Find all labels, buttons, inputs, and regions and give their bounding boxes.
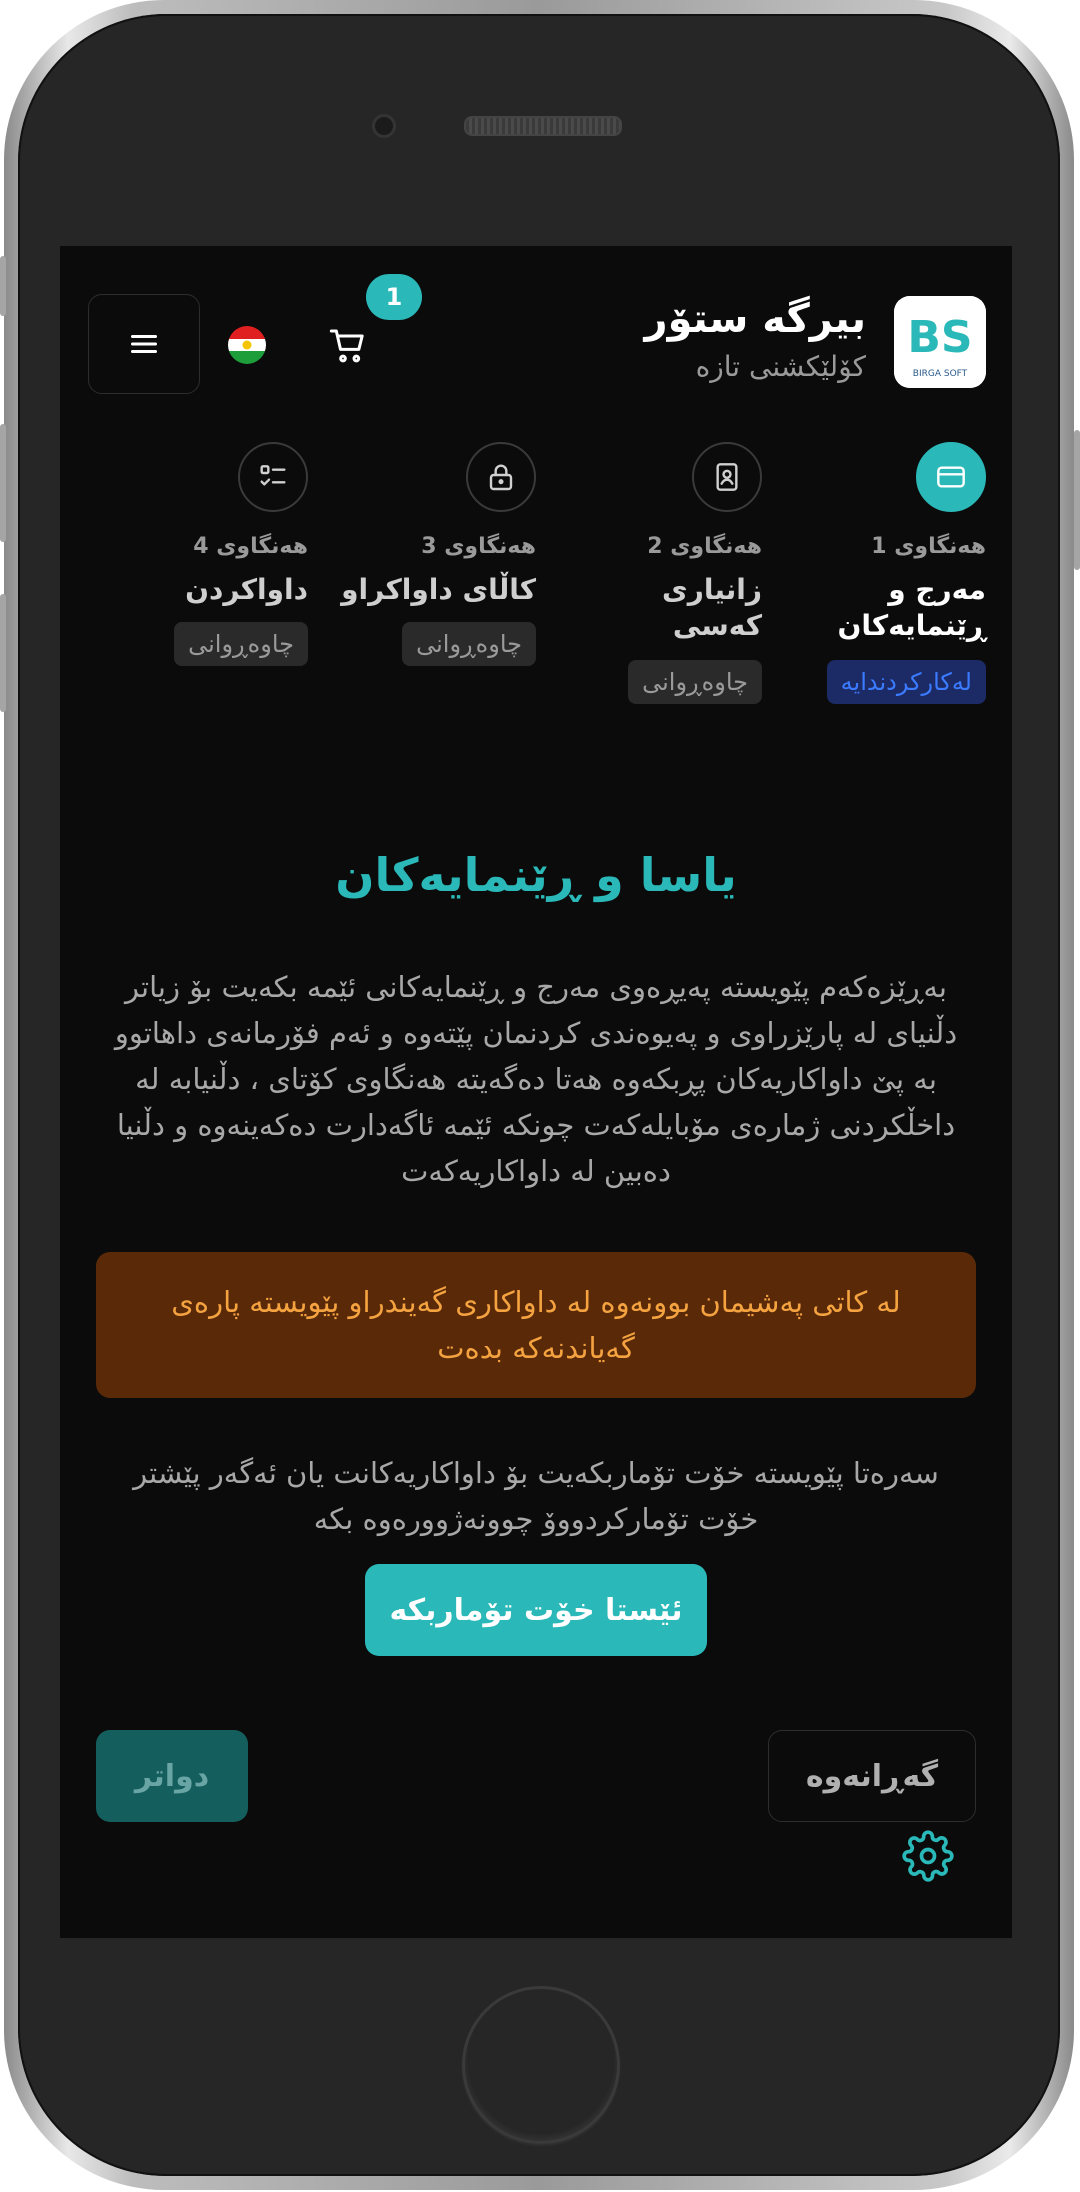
step-name: مەرج و ڕێنمایەکان — [837, 573, 986, 642]
step-status-badge: چاوەڕوانی — [628, 660, 762, 704]
phone-side-button-silent — [0, 256, 6, 316]
app-screen — [60, 246, 1012, 1938]
step-status-badge: چاوەڕوانی — [174, 622, 308, 666]
step-number: هەنگاوی 3 — [421, 534, 536, 559]
phone-side-button-volume-down — [0, 594, 6, 712]
card-icon — [916, 442, 986, 512]
checklist-icon — [238, 442, 308, 512]
phone-side-button-power — [1074, 430, 1080, 570]
step-status-badge: لەکارکردندایە — [827, 660, 986, 704]
terms-description: بەڕێزەکەم پێویستە پەیڕەوی مەرج و ڕێنمایەکانی ئێمە بکەیت بۆ زیاتر دڵنیای لە پارێزراوی و پەیوەندی کردنمان پێتەوە و ئەم فۆرمانەی داهاتوو بە پێ داواکاریەکان پڕبکەوە هەتا دەگەیتە هەنگاوی کۆتای ، دڵنیابە لە داخڵکردنی ژمارەی مۆبایلەکەت چونکە ئێمە ئاگەدارت دەکەینەوە و دڵنیا دەبین لە داواکاریەکەت — [114, 970, 958, 1188]
step-name: زانیاری کەسی — [662, 573, 762, 642]
home-button[interactable] — [462, 1986, 620, 2144]
lock-icon — [466, 442, 536, 512]
cart-icon[interactable] — [328, 326, 368, 366]
front-camera — [372, 114, 396, 138]
login-prompt: سەرەتا پێویستە خۆت تۆماربکەیت بۆ داواکاریەکانت یان ئەگەر پێشتر خۆت تۆمارکردووۆ چوونەژوورەوە بکە — [133, 1456, 939, 1536]
warning-alert-text: لە کاتی پەشیمان بوونەوە لە داواکاری گەیندراو پێویستە پارەی گەیاندنەکە بدەت — [171, 1285, 901, 1365]
phone-side-button-volume-up — [0, 424, 6, 542]
brand-title: بیرگە ستۆر — [644, 296, 866, 342]
logo-text: BS — [907, 312, 973, 363]
step-name: داواکردن — [185, 573, 308, 606]
header — [60, 246, 1012, 416]
step-name: کاڵای داواکراو — [341, 573, 536, 606]
step-number: هەنگاوی 4 — [193, 534, 308, 559]
brand-logo[interactable] — [894, 296, 986, 388]
gear-icon[interactable] — [902, 1830, 954, 1882]
menu-button[interactable] — [88, 294, 200, 394]
warning-alert — [96, 1252, 976, 1398]
cart-count-badge: 1 — [366, 274, 422, 320]
next-button[interactable]: دواتر — [96, 1730, 248, 1822]
logo-caption: BIRGA SOFT — [912, 369, 968, 379]
register-button[interactable]: ئێستا خۆت تۆماربکە — [365, 1564, 707, 1656]
kurdistan-flag-icon[interactable] — [228, 326, 266, 364]
hamburger-icon — [129, 332, 159, 356]
step-number: هەنگاوی 1 — [871, 534, 986, 559]
section-title: یاسا و ڕێنمایەکان — [335, 848, 737, 902]
step-status-badge: چاوەڕوانی — [402, 622, 536, 666]
back-button[interactable]: گەڕانەوە — [768, 1730, 976, 1822]
brand-subtitle: کۆلێکشنی تازە — [695, 350, 866, 383]
contact-card-icon — [692, 442, 762, 512]
earpiece-speaker — [464, 116, 622, 136]
step-number: هەنگاوی 2 — [647, 534, 762, 559]
